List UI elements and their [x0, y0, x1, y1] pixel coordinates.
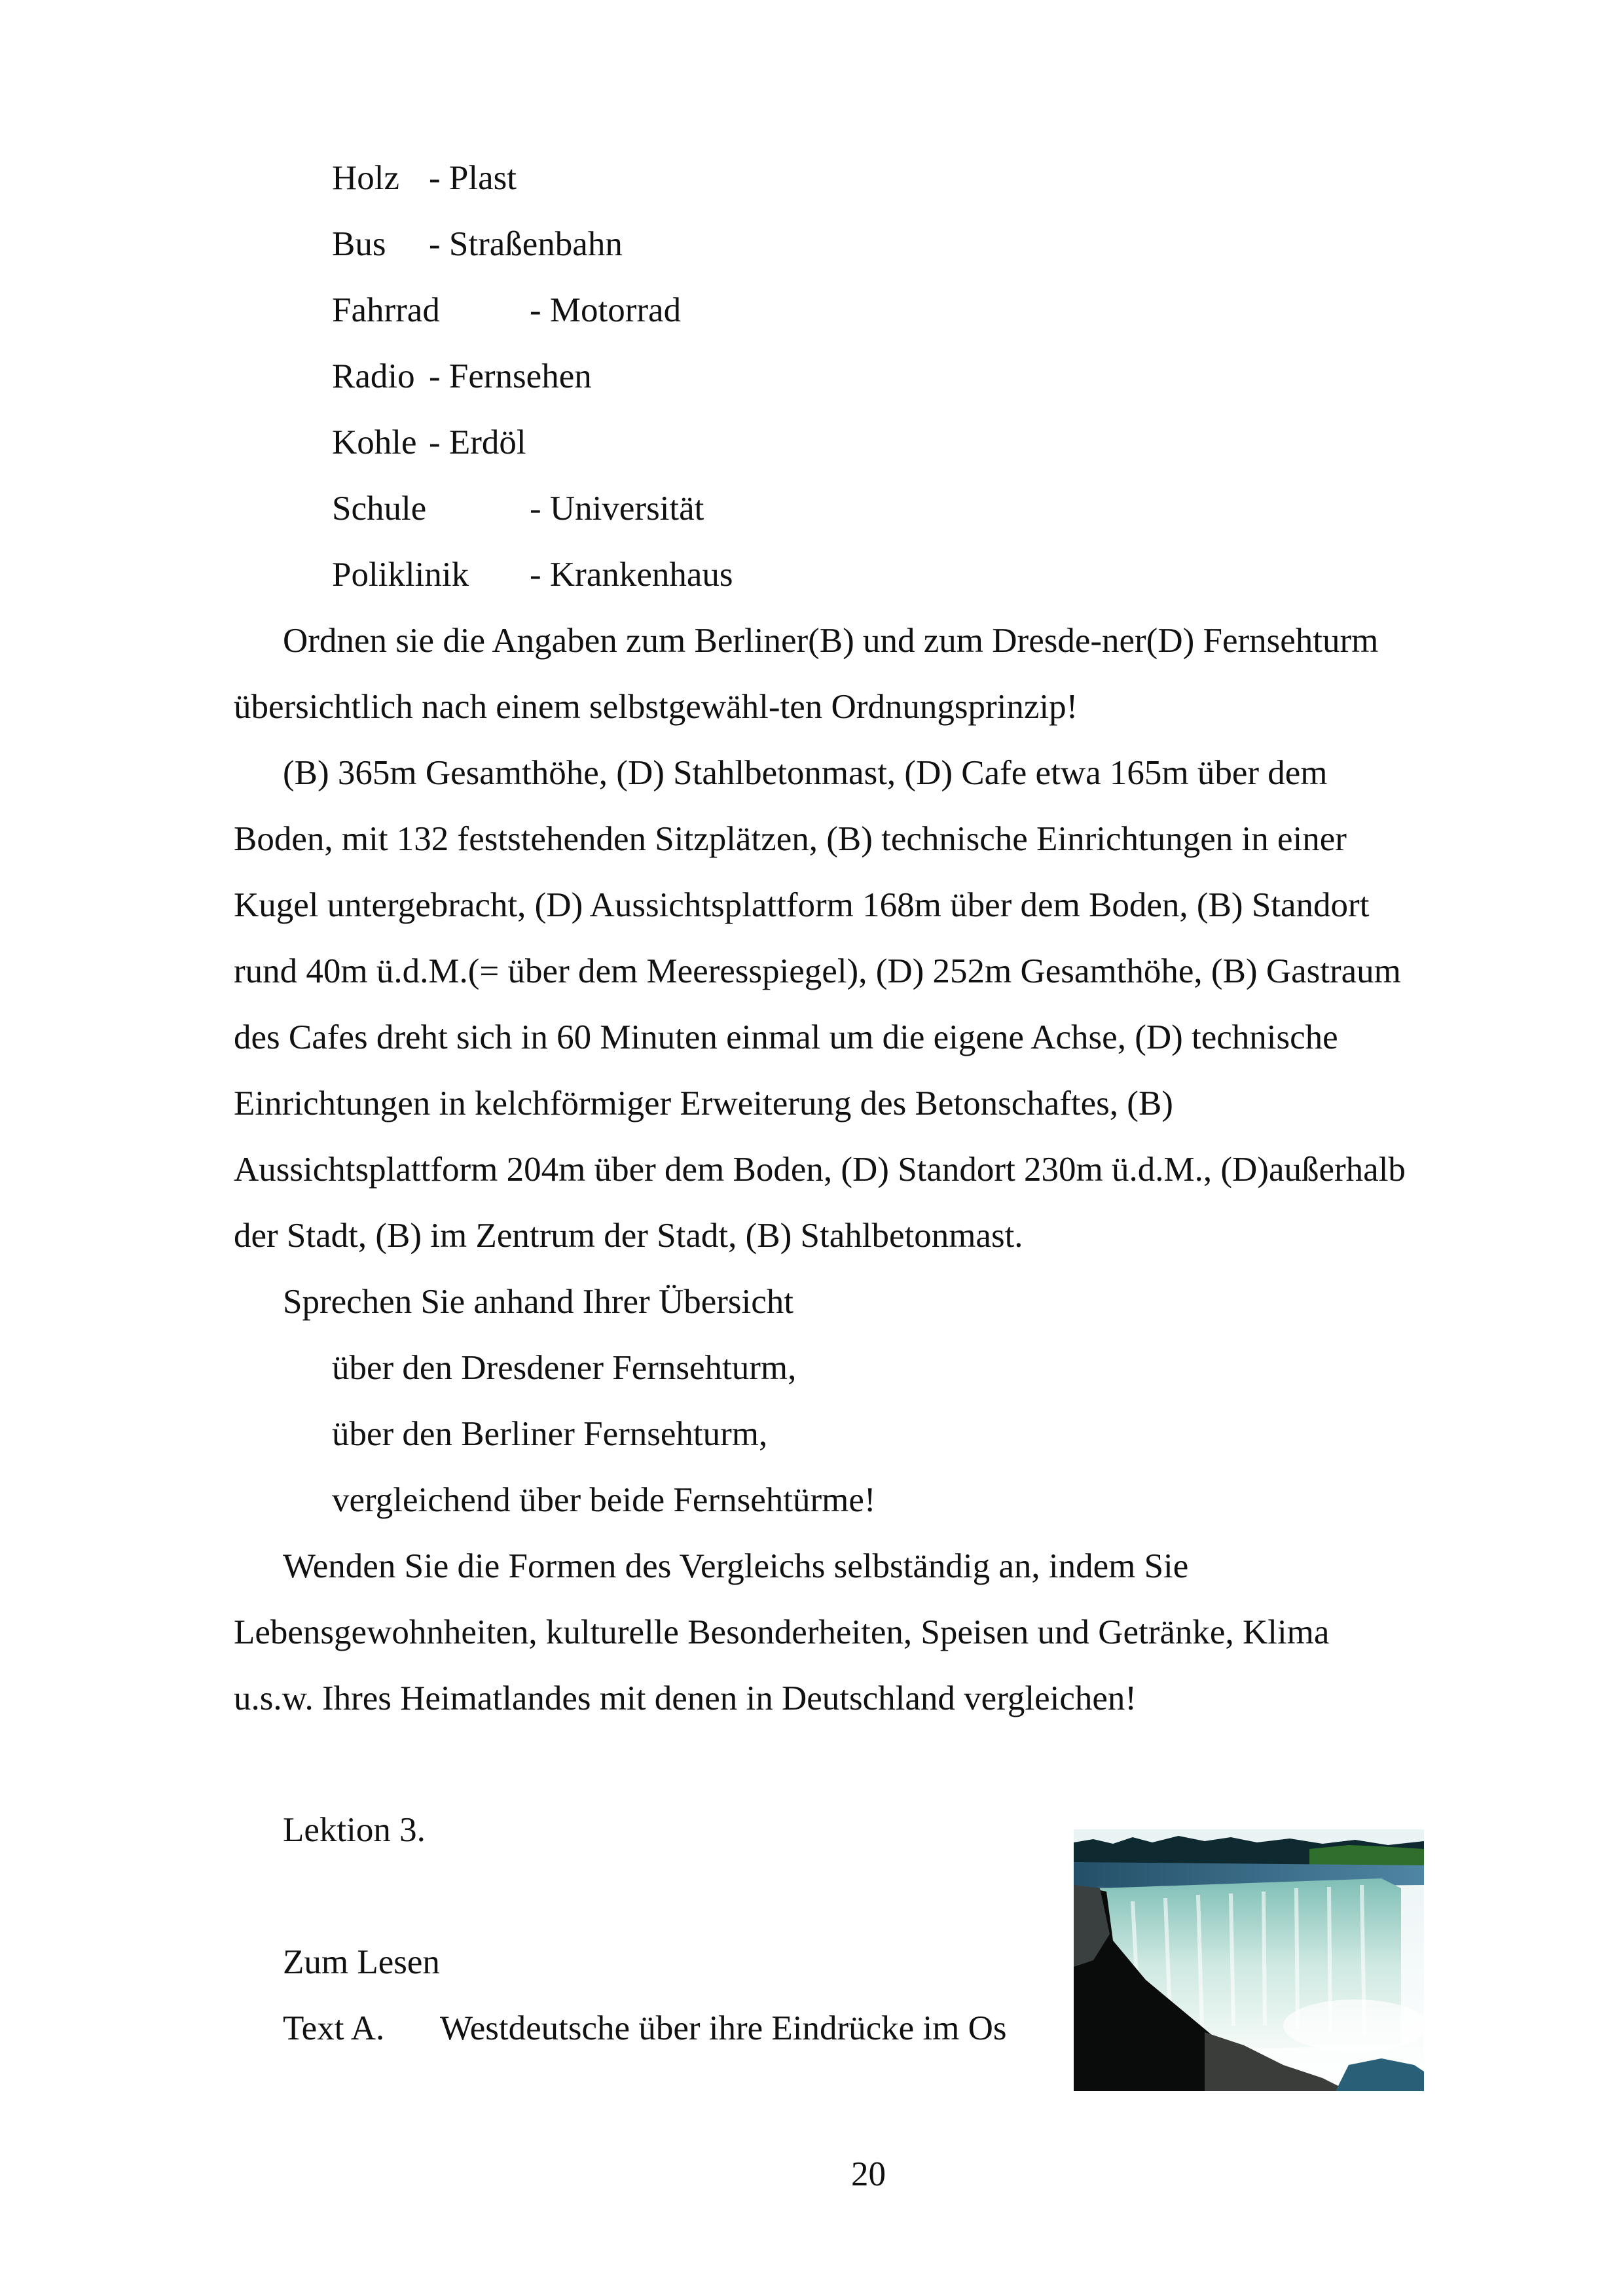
word-pair [332, 488, 921, 529]
task1-line: übersichtlich nach einem selbstgewähl-ten Ordnungsprinzip! [234, 688, 1078, 726]
task1-line: Ordnen sie die Angaben zum Berliner(B) und zum Dresde-ner(D) Fernsehturm [283, 622, 1379, 660]
pair-right: - Straßenbahn [429, 225, 623, 263]
task2-item: über den Berliner Fernsehturm, [332, 1415, 768, 1453]
pair-right: - Erdöl [429, 423, 526, 461]
lesson-subheading: Zum Lesen [283, 1943, 440, 1981]
text-title: Westdeutsche über ihre Eindrücke im Os [440, 2009, 1007, 2047]
data-line: des Cafes dreht sich in 60 Minuten einmal um die eigene Achse, (D) technische [234, 1018, 1338, 1056]
page-number: 20 [851, 2155, 886, 2193]
data-line: der Stadt, (B) im Zentrum der Stadt, (B) Stahlbetonmast. [234, 1217, 1023, 1255]
data-line: Boden, mit 132 feststehenden Sitzplätzen, (B) technische Einrichtungen in einer [234, 820, 1347, 858]
pair-left: Radio [332, 357, 415, 395]
pair-right: - Plast [429, 159, 517, 197]
task3-line: Lebensgewohnheiten, kulturelle Besonderheiten, Speisen und Getränke, Klima [234, 1613, 1330, 1651]
lesson-title: Lektion 3. [283, 1811, 426, 1849]
word-pair [332, 554, 921, 596]
pair-right: - Universität [530, 490, 704, 528]
data-line: Aussichtsplattform 204m über dem Boden, (D) Standort 230m ü.d.M., (D)außerhalb [234, 1151, 1406, 1189]
task2-item: vergleichend über beide Fernsehtürme! [332, 1481, 876, 1519]
text-a-heading [283, 2007, 1066, 2049]
waterfall-icon [1074, 1829, 1424, 2091]
waterfall-illustration [1074, 1829, 1424, 2091]
data-line: Einrichtungen in kelchförmiger Erweiterung des Betonschaftes, (B) [234, 1085, 1173, 1122]
text-label: Text A. [283, 2009, 385, 2047]
pair-left: Kohle [332, 423, 417, 461]
pair-left: Schule [332, 490, 427, 528]
task2-intro: Sprechen Sie anhand Ihrer Übersicht [283, 1283, 793, 1321]
word-pair [332, 289, 921, 331]
pair-left: Holz [332, 159, 400, 197]
word-pair [332, 223, 921, 265]
word-pair [332, 355, 921, 397]
pair-right: - Krankenhaus [530, 556, 733, 594]
task3-line: Wenden Sie die Formen des Vergleichs selbständig an, indem Sie [283, 1547, 1189, 1585]
word-pair [332, 422, 921, 463]
pair-left: Fahrrad [332, 291, 440, 329]
task2-item: über den Dresdener Fernsehturm, [332, 1349, 797, 1387]
data-line: Kugel untergebracht, (D) Aussichtsplattform 168m über dem Boden, (B) Standort [234, 886, 1370, 924]
pair-left: Poliklinik [332, 556, 469, 594]
pair-right: - Fernsehen [429, 357, 592, 395]
pair-right: - Motorrad [530, 291, 682, 329]
data-line: rund 40m ü.d.M.(= über dem Meeresspiegel), (D) 252m Gesamthöhe, (B) Gastraum [234, 952, 1401, 990]
task3-line: u.s.w. Ihres Heimatlandes mit denen in Deutschland vergleichen! [234, 1679, 1137, 1717]
word-pair [332, 157, 921, 199]
data-line: (B) 365m Gesamthöhe, (D) Stahlbetonmast, (D) Cafe etwa 165m über dem [283, 754, 1328, 792]
pair-left: Bus [332, 225, 386, 263]
